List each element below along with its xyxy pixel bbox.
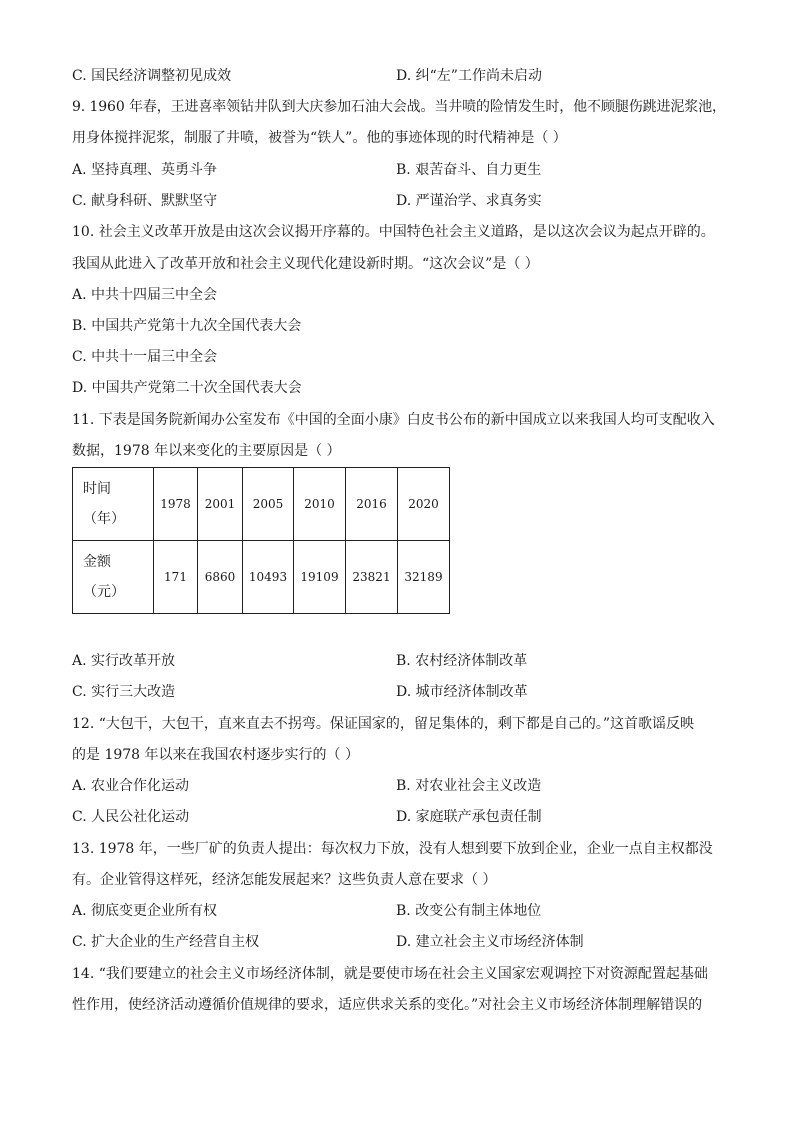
q13-option-a: A. 彻底变更企业所有权 bbox=[72, 903, 218, 919]
q9-option-b: B. 艰苦奋斗、自力更生 bbox=[396, 162, 542, 178]
q13-option-d: D. 建立社会主义市场经济体制 bbox=[396, 934, 584, 950]
q9-option-c: C. 献身科研、默默坚守 bbox=[72, 193, 218, 209]
table-cell-year: 2005 bbox=[243, 468, 294, 541]
table-cell-amount: 10493 bbox=[243, 541, 294, 614]
q13-option-b: B. 改变公有制主体地位 bbox=[396, 903, 542, 919]
q11-option-d: D. 城市经济体制改革 bbox=[396, 684, 528, 700]
q12-option-b: B. 对农业社会主义改造 bbox=[396, 778, 542, 794]
income-table bbox=[72, 467, 450, 614]
table-cell-year: 2001 bbox=[198, 468, 243, 541]
table-header-amount-label: 金额 bbox=[83, 554, 111, 570]
q10-option-a: A. 中共十四届三中全会 bbox=[72, 287, 218, 303]
q10-option-c: C. 中共十一届三中全会 bbox=[72, 349, 218, 365]
table-header-time-label: 时间 bbox=[83, 481, 111, 497]
q11-stem-line2: 数据，1978 年以来变化的主要原因是（ ） bbox=[72, 443, 341, 459]
table-cell-year: 2020 bbox=[398, 468, 450, 541]
q9-option-a: A. 坚持真理、英勇斗争 bbox=[72, 162, 218, 178]
table-header-amount-unit: （元） bbox=[83, 584, 125, 600]
table-cell-amount: 23821 bbox=[346, 541, 398, 614]
table-header-time bbox=[73, 468, 154, 541]
q8-option-d: D. 纠“左”工作尚未启动 bbox=[396, 68, 542, 84]
table-cell-amount: 19109 bbox=[294, 541, 346, 614]
table-cell-year: 1978 bbox=[154, 468, 198, 541]
q11-option-c: C. 实行三大改造 bbox=[72, 684, 176, 700]
q12-option-a: A. 农业合作化运动 bbox=[72, 778, 190, 794]
q13-stem-line2: 有。企业管得这样死，经济怎能发展起来？这些负责人意在要求（ ） bbox=[72, 872, 497, 888]
q12-option-c: C. 人民公社化运动 bbox=[72, 809, 190, 825]
q14-stem-line2: 性作用，使经济活动遵循价值规律的要求，适应供求关系的变化。”对社会主义市场经济体制理解错误的 bbox=[72, 997, 703, 1013]
q10-stem-line2: 我国从此进入了改革开放和社会主义现代化建设新时期。“这次会议”是（ ） bbox=[72, 256, 539, 272]
q9-stem-line2: 用身体搅拌泥浆，制服了井喷，被誉为“铁人”。他的事迹体现的时代精神是（ ） bbox=[72, 130, 567, 146]
table-header-amount bbox=[73, 541, 154, 614]
q13-stem-line1: 13. 1978 年，一些厂矿的负责人提出：每次权力下放，没有人想到要下放到企业，企业一点自主权都没 bbox=[72, 841, 713, 857]
q12-option-d: D. 家庭联产承包责任制 bbox=[396, 809, 542, 825]
q11-option-a: A. 实行改革开放 bbox=[72, 653, 176, 669]
q12-stem-line2: 的是 1978 年以来在我国农村逐步实行的（ ） bbox=[72, 747, 359, 763]
q9-option-d: D. 严谨治学、求真务实 bbox=[396, 193, 542, 209]
q12-stem-line1: 12. “大包干，大包干，直来直去不拐弯。保证国家的，留足集体的，剩下都是自己的。”这首歌谣反映 bbox=[72, 716, 695, 732]
q8-option-c: C. 国民经济调整初见成效 bbox=[72, 68, 232, 84]
q13-option-c: C. 扩大企业的生产经营自主权 bbox=[72, 934, 260, 950]
table-cell-amount: 171 bbox=[154, 541, 198, 614]
table-header-time-unit: （年） bbox=[83, 511, 125, 527]
table-cell-amount: 32189 bbox=[398, 541, 450, 614]
table-row-amounts bbox=[73, 541, 450, 614]
q10-option-d: D. 中国共产党第二十次全国代表大会 bbox=[72, 380, 302, 396]
table-cell-amount: 6860 bbox=[198, 541, 243, 614]
table-cell-year: 2016 bbox=[346, 468, 398, 541]
q10-option-b: B. 中国共产党第十九次全国代表大会 bbox=[72, 318, 302, 334]
q11-stem-line1: 11. 下表是国务院新闻办公室发布《中国的全面小康》白皮书公布的新中国成立以来我国人均可支配收入 bbox=[72, 412, 715, 428]
table-row-years bbox=[73, 468, 450, 541]
q11-option-b: B. 农村经济体制改革 bbox=[396, 653, 528, 669]
q10-stem-line1: 10. 社会主义改革开放是由这次会议揭开序幕的。中国特色社会主义道路，是以这次会议为起点开辟的。 bbox=[72, 224, 715, 240]
q9-stem-line1: 9. 1960 年春，王进喜率领钻井队到大庆参加石油大会战。当井喷的险情发生时，他不顾腿伤跳进泥浆池， bbox=[72, 99, 726, 115]
q14-stem-line1: 14. “我们要建立的社会主义市场经济体制，就是要使市场在社会主义国家宏观调控下对资源配置起基础 bbox=[72, 966, 708, 982]
table-cell-year: 2010 bbox=[294, 468, 346, 541]
